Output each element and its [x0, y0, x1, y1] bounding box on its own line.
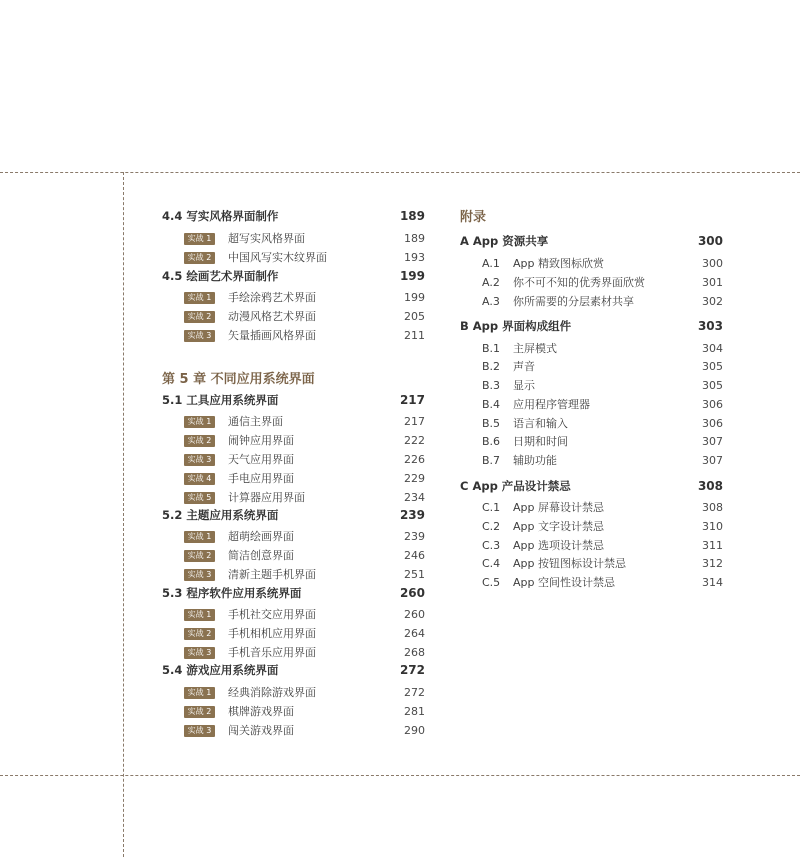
entry-title: 语言和输入: [513, 417, 568, 430]
entry-title: 显示: [513, 379, 535, 392]
practice-badge: 实战 1: [184, 609, 215, 621]
toc-entry-row: [162, 624, 425, 643]
page-number: 268: [404, 646, 425, 659]
crop-guide-bottom: [0, 775, 800, 776]
entry-title: 声音: [513, 360, 535, 373]
appendix-section-row: [460, 317, 723, 336]
practice-badge: 实战 2: [184, 550, 215, 562]
appendix-entry-row: [460, 339, 723, 358]
appendix-entry-row: [460, 498, 723, 517]
appendix-entry-row: [460, 395, 723, 414]
page-number: 205: [404, 310, 425, 323]
page-number: 251: [404, 568, 425, 581]
practice-badge: 实战 2: [184, 311, 215, 323]
toc-entry-row: [162, 307, 425, 326]
toc-section-row: [162, 267, 425, 286]
page-number: 304: [702, 342, 723, 355]
page-number: 301: [702, 276, 723, 289]
toc-entry-row: [162, 546, 425, 565]
practice-badge: 实战 3: [184, 454, 215, 466]
section-title: B App 界面构成组件: [460, 319, 572, 333]
entry-title: 动漫风格艺术界面: [228, 310, 316, 323]
page-number: 272: [404, 686, 425, 699]
entry-title: 应用程序管理器: [513, 398, 590, 411]
appendix-entry-row: [460, 414, 723, 433]
entry-code: C.4: [482, 557, 501, 570]
section-title: A App 资源共享: [460, 234, 549, 248]
toc-entry-row: [162, 643, 425, 662]
entry-title: 清新主题手机界面: [228, 568, 316, 581]
toc-entry-row: [162, 229, 425, 248]
toc-entry-row: [162, 527, 425, 546]
entry-code: A.1: [482, 257, 500, 270]
toc-entry-row: [162, 412, 425, 431]
section-title: 5.4 游戏应用系统界面: [162, 663, 279, 677]
page-number: 199: [399, 269, 425, 283]
toc-entry-row: [162, 469, 425, 488]
page-number: 264: [404, 627, 425, 640]
page-number: 310: [702, 520, 723, 533]
appendix-entry-row: [460, 573, 723, 592]
page-number: 211: [404, 329, 425, 342]
entry-title: App 文字设计禁忌: [513, 520, 604, 533]
entry-title: 简洁创意界面: [228, 549, 294, 562]
entry-code: A.3: [482, 295, 500, 308]
practice-badge: 实战 1: [184, 292, 215, 304]
entry-title: 手绘涂鸦艺术界面: [228, 291, 316, 304]
toc-section-row: [162, 391, 425, 410]
practice-badge: 实战 2: [184, 252, 215, 264]
page-number: 239: [399, 508, 425, 522]
appendix-entry-row: [460, 292, 723, 311]
section-title: C App 产品设计禁忌: [460, 479, 571, 493]
section-title: 5.2 主题应用系统界面: [162, 508, 279, 522]
appendix-entry-row: [460, 451, 723, 470]
entry-title: 闯关游戏界面: [228, 724, 294, 737]
page-number: 217: [404, 415, 425, 428]
entry-title: 天气应用界面: [228, 453, 294, 466]
practice-badge: 实战 3: [184, 569, 215, 581]
section-title: 5.3 程序软件应用系统界面: [162, 586, 302, 600]
toc-entry-row: [162, 450, 425, 469]
toc-section-row: [162, 506, 425, 525]
entry-code: B.6: [482, 435, 501, 448]
page-number: 311: [702, 539, 723, 552]
page-number: 239: [404, 530, 425, 543]
entry-title: App 屏幕设计禁忌: [513, 501, 604, 514]
page-number: 308: [697, 479, 723, 493]
toc-section-row: [162, 661, 425, 680]
practice-badge: 实战 2: [184, 706, 215, 718]
appendix-entry-row: [460, 273, 723, 292]
toc-entry-row: [162, 721, 425, 740]
page-number: 281: [404, 705, 425, 718]
appendix-entry-row: [460, 357, 723, 376]
entry-title: 手机相机应用界面: [228, 627, 316, 640]
practice-badge: 实战 4: [184, 473, 215, 485]
page-number: 305: [702, 379, 723, 392]
entry-title: 手机社交应用界面: [228, 608, 316, 621]
page-number: 290: [404, 724, 425, 737]
entry-title: 通信主界面: [228, 415, 283, 428]
page-number: 308: [702, 501, 723, 514]
practice-badge: 实战 2: [184, 435, 215, 447]
appendix-entry-row: [460, 432, 723, 451]
entry-code: B.4: [482, 398, 501, 411]
entry-code: C.5: [482, 576, 501, 589]
entry-title: 辅助功能: [513, 454, 557, 467]
entry-title: App 按钮图标设计禁忌: [513, 557, 626, 570]
toc-entry-row: [162, 702, 425, 721]
page-number: 306: [702, 417, 723, 430]
chapter-heading: 第 5 章 不同应用系统界面: [162, 372, 315, 387]
page-number: 246: [404, 549, 425, 562]
page-number: 229: [404, 472, 425, 485]
entry-code: C.2: [482, 520, 501, 533]
entry-title: 超写实风格界面: [228, 232, 305, 245]
entry-title: 矢量插画风格界面: [228, 329, 316, 342]
entry-title: 计算器应用界面: [228, 491, 305, 504]
section-title: 4.4 写实风格界面制作: [162, 209, 279, 223]
page-number: 302: [702, 295, 723, 308]
toc-entry-row: [162, 488, 425, 507]
appendix-entry-row: [460, 554, 723, 573]
entry-title: 经典消除游戏界面: [228, 686, 316, 699]
section-title: 4.5 绘画艺术界面制作: [162, 269, 279, 283]
page-number: 300: [697, 234, 723, 248]
entry-title: 闹钟应用界面: [228, 434, 294, 447]
practice-badge: 实战 1: [184, 233, 215, 245]
page-number: 193: [404, 251, 425, 264]
page-number: 314: [702, 576, 723, 589]
toc-entry-row: [162, 565, 425, 584]
appendix-entry-row: [460, 376, 723, 395]
entry-code: B.2: [482, 360, 501, 373]
toc-entry-row: [162, 288, 425, 307]
entry-title: 主屏模式: [513, 342, 557, 355]
entry-code: B.7: [482, 454, 501, 467]
toc-section-row: [162, 207, 425, 226]
entry-code: B.1: [482, 342, 501, 355]
entry-title: 你不可不知的优秀界面欣赏: [513, 276, 645, 289]
page-number: 226: [404, 453, 425, 466]
practice-badge: 实战 2: [184, 628, 215, 640]
page-number: 305: [702, 360, 723, 373]
page-number: 300: [702, 257, 723, 270]
entry-title: 日期和时间: [513, 435, 568, 448]
appendix-section-row: [460, 477, 723, 496]
entry-code: B.5: [482, 417, 501, 430]
page-number: 199: [404, 291, 425, 304]
practice-badge: 实战 3: [184, 330, 215, 342]
practice-badge: 实战 1: [184, 687, 215, 699]
crop-guide-left: [123, 172, 124, 857]
crop-guide-top: [0, 172, 800, 173]
page-number: 307: [702, 435, 723, 448]
practice-badge: 实战 1: [184, 416, 215, 428]
toc-entry-row: [162, 248, 425, 267]
page-number: 260: [399, 586, 425, 600]
page-number: 312: [702, 557, 723, 570]
toc-entry-row: [162, 683, 425, 702]
appendix-heading: 附录: [460, 210, 487, 225]
page-number: 222: [404, 434, 425, 447]
entry-title: 棋牌游戏界面: [228, 705, 294, 718]
appendix-entry-row: [460, 254, 723, 273]
entry-title: App 空间性设计禁忌: [513, 576, 615, 589]
entry-title: App 精致图标欣赏: [513, 257, 604, 270]
toc-entry-row: [162, 605, 425, 624]
entry-title: 你所需要的分层素材共享: [513, 295, 634, 308]
page-number: 217: [399, 393, 425, 407]
entry-code: A.2: [482, 276, 500, 289]
entry-title: 手机音乐应用界面: [228, 646, 316, 659]
entry-code: C.1: [482, 501, 501, 514]
appendix-entry-row: [460, 517, 723, 536]
entry-title: App 选项设计禁忌: [513, 539, 604, 552]
entry-code: C.3: [482, 539, 501, 552]
entry-code: B.3: [482, 379, 501, 392]
toc-entry-row: [162, 431, 425, 450]
toc-entry-row: [162, 326, 425, 345]
appendix-section-row: [460, 232, 723, 251]
page-number: 307: [702, 454, 723, 467]
practice-badge: 实战 1: [184, 531, 215, 543]
toc-section-row: [162, 584, 425, 603]
page-number: 260: [404, 608, 425, 621]
page-number: 272: [399, 663, 425, 677]
page-number: 189: [399, 209, 425, 223]
appendix-entry-row: [460, 536, 723, 555]
practice-badge: 实战 5: [184, 492, 215, 504]
page-number: 306: [702, 398, 723, 411]
entry-title: 手电应用界面: [228, 472, 294, 485]
entry-title: 中国风写实木纹界面: [228, 251, 327, 264]
practice-badge: 实战 3: [184, 647, 215, 659]
page-number: 303: [697, 319, 723, 333]
entry-title: 超萌绘画界面: [228, 530, 294, 543]
section-title: 5.1 工具应用系统界面: [162, 393, 279, 407]
practice-badge: 实战 3: [184, 725, 215, 737]
page-number: 234: [404, 491, 425, 504]
page-number: 189: [404, 232, 425, 245]
